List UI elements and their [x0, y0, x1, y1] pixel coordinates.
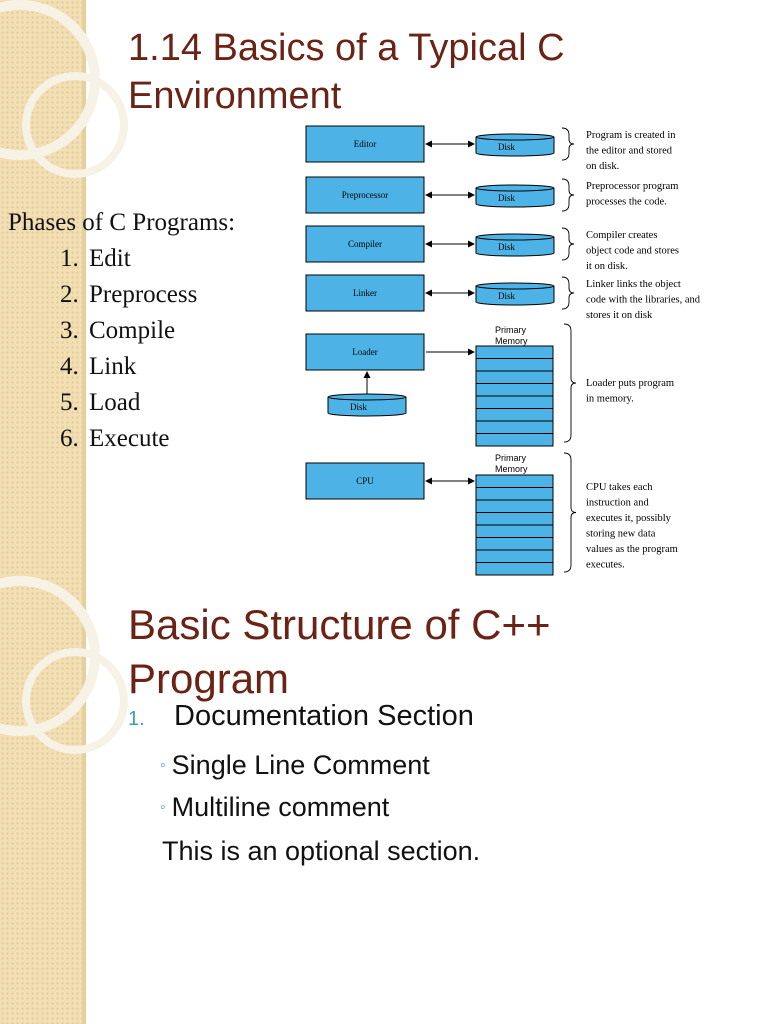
item-heading: Documentation Section	[174, 700, 474, 732]
stage-box-compiler-label: Compiler	[348, 239, 382, 249]
sub-item-label: Multiline comment	[171, 792, 390, 822]
cpu-note: CPU takes each	[586, 482, 653, 493]
phase-item: 5. Load	[85, 385, 235, 421]
disk-cylinder-label: Disk	[350, 402, 368, 412]
stage-note: code with the libraries, and	[586, 294, 701, 306]
loader-note: in memory.	[586, 393, 634, 405]
note-brace	[564, 324, 576, 442]
bullet-icon: ◦	[160, 757, 166, 774]
disk-cylinder-top	[476, 185, 554, 191]
memory-label: Primary	[495, 325, 526, 335]
stage-note: processes the code.	[586, 196, 667, 208]
sub-item	[160, 792, 389, 823]
title-line-2: Program	[128, 655, 290, 702]
phase-item: 6. Execute	[85, 421, 235, 457]
note-brace	[562, 277, 574, 309]
stage-box-editor-label: Editor	[353, 139, 377, 149]
disk-cylinder-label: Disk	[498, 193, 516, 203]
note-brace	[562, 128, 574, 160]
phase-item: 4. Link	[85, 349, 235, 385]
stage-note: Preprocessor program	[586, 181, 679, 192]
slide-title	[128, 24, 565, 120]
title-line-2: Environment	[128, 75, 342, 117]
stage-note: stores it on disk	[586, 310, 653, 321]
loader-note: Loader puts program	[586, 378, 675, 389]
cpu-note: storing new data	[586, 528, 656, 540]
note-brace	[562, 179, 574, 211]
decorative-ring	[22, 648, 128, 754]
sub-item-label: Single Line Comment	[171, 750, 430, 780]
stage-note: the editor and stored	[586, 145, 673, 157]
memory-label: Memory	[495, 464, 528, 474]
cpu-note: executes it, possibly	[586, 513, 671, 524]
disk-cylinder-top	[476, 134, 554, 140]
phase-item: 1. Edit	[85, 241, 235, 277]
phases-heading: Phases of C Programs:	[8, 209, 236, 236]
note-brace	[564, 453, 576, 572]
stage-box-linker-label: Linker	[353, 288, 377, 298]
disk-cylinder-label: Disk	[498, 242, 516, 252]
stage-note: Linker links the object	[586, 279, 681, 290]
c-environment-diagram	[300, 120, 740, 576]
disk-cylinder-top	[476, 283, 554, 289]
note-brace	[562, 228, 574, 260]
disk-cylinder-label: Disk	[498, 142, 516, 152]
sub-item	[160, 750, 430, 781]
cpu-note: executes.	[586, 559, 625, 571]
stage-note: on disk.	[586, 161, 620, 172]
stage-note: object code and stores	[586, 245, 680, 257]
stage-note: Program is created in	[586, 130, 676, 141]
memory-label: Primary	[495, 453, 526, 463]
bullet-icon: ◦	[160, 799, 166, 816]
disk-cylinder-label: Disk	[498, 291, 516, 301]
disk-cylinder-top	[328, 394, 406, 400]
stage-box-preprocessor-label: Preprocessor	[341, 190, 389, 200]
phases-list	[8, 205, 235, 457]
stage-box-loader-label: Loader	[352, 347, 378, 357]
title-line-1: Basic Structure of C++	[128, 601, 551, 648]
optional-note: This is an optional section.	[162, 836, 481, 866]
decorative-ring	[22, 72, 128, 178]
phase-item: 2. Preprocess	[85, 277, 235, 313]
item-number: 1.	[128, 708, 145, 730]
cpu-note: values as the program	[586, 544, 678, 555]
cpu-note: instruction and	[586, 497, 649, 509]
phase-item: 3. Compile	[85, 313, 235, 349]
stage-note: Compiler creates	[586, 230, 658, 241]
stage-note: it on disk.	[586, 261, 628, 272]
stage-box-cpu-label: CPU	[356, 476, 374, 486]
title-line-1: 1.14 Basics of a Typical C	[128, 27, 565, 69]
memory-label: Memory	[495, 336, 528, 346]
slide-title	[128, 598, 551, 706]
disk-cylinder-top	[476, 234, 554, 240]
